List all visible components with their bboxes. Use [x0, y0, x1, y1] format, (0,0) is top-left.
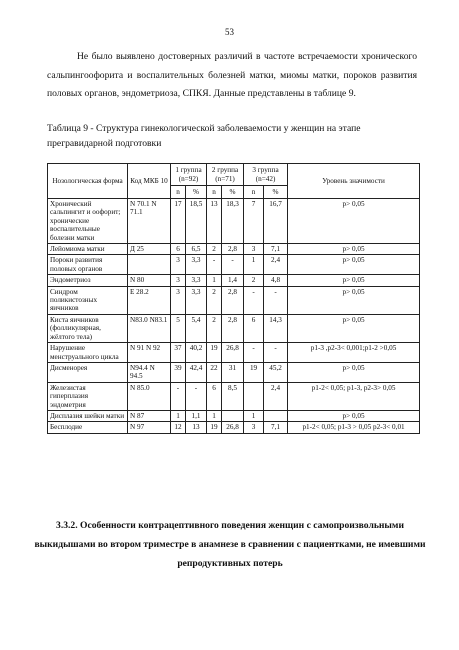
subheader-pct: % — [222, 186, 244, 199]
cell-form: Железистая гиперплазия эндометрия — [48, 382, 128, 410]
cell-n3: - — [244, 343, 264, 363]
cell-form: Киста яичников (фолликулярная, жёлтого тела) — [48, 314, 128, 342]
cell-p3: 14,3 — [264, 314, 288, 342]
section-heading: 3.3.2. Особенности контрацептивного поведения женщин с самопроизвольными выкидышами во втором триместре в анамнезе в сравнении с пациентками, не имевшими репродуктивных потерь — [34, 520, 426, 569]
cell-n3: 1 — [244, 410, 264, 421]
cell-sig: p> 0,05 — [288, 314, 420, 342]
cell-n3: 1 — [244, 255, 264, 275]
cell-p2: 1,4 — [222, 275, 244, 286]
cell-form: Синдром поликистозных яичников — [48, 286, 128, 314]
subheader-n: n — [244, 186, 264, 199]
cell-n3: 7 — [244, 199, 264, 244]
table-caption — [47, 121, 419, 151]
cell-form: Хронический сальпингит и оофорит; хронические воспалительные болезни матки — [48, 199, 128, 244]
cell-n3: - — [244, 286, 264, 314]
cell-sig: p1-3 ,p2-3< 0,001;p1-2 >0,05 — [288, 343, 420, 363]
header-code: Код МКБ 10 — [128, 164, 171, 199]
cell-form: Лейомиома матки — [48, 244, 128, 255]
header-form: Нозологическая форма — [48, 164, 128, 199]
cell-n1: - — [171, 382, 186, 410]
cell-sig: p1-2< 0,05; p1-3 > 0,05 p2-3< 0,01 — [288, 422, 420, 433]
cell-p3: - — [264, 343, 288, 363]
cell-sig: p> 0,05 — [288, 275, 420, 286]
cell-sig: p> 0,05 — [288, 199, 420, 244]
cell-p2: 31 — [222, 362, 244, 382]
cell-p1: 18,5 — [186, 199, 207, 244]
cell-n1: 17 — [171, 199, 186, 244]
cell-p2: 18,3 — [222, 199, 244, 244]
subheader-pct: % — [186, 186, 207, 199]
subheader-n: n — [171, 186, 186, 199]
cell-p3 — [264, 410, 288, 421]
cell-p3: 2,4 — [264, 382, 288, 410]
cell-code — [128, 255, 171, 275]
cell-p3: 7,1 — [264, 244, 288, 255]
cell-form: Пороки развития половых органов — [48, 255, 128, 275]
cell-n2: 2 — [207, 286, 222, 314]
cell-code: E 28.2 — [128, 286, 171, 314]
cell-n2: 19 — [207, 343, 222, 363]
cell-n2: 1 — [207, 410, 222, 421]
cell-n2: 19 — [207, 422, 222, 433]
cell-form: Дисменорея — [48, 362, 128, 382]
cell-code: N 87 — [128, 410, 171, 421]
cell-n3: 6 — [244, 314, 264, 342]
cell-p2: - — [222, 255, 244, 275]
table-caption-line-1: Таблица 9 - Структура гинекологической заболеваемости у женщин на этапе — [47, 123, 361, 134]
subheader-pct: % — [264, 186, 288, 199]
cell-n3: 19 — [244, 362, 264, 382]
cell-p2: 26,8 — [222, 422, 244, 433]
cell-n1: 3 — [171, 255, 186, 275]
cell-p2: 2,8 — [222, 244, 244, 255]
intro-paragraph: Не было выявлено достоверных различий в частоте встречаемости хронического сальпингоофорита и воспалительных болезней матки, миомы матки, пороков развития половых органов, эндометриоза, СПКЯ. Данные представлены в таблице 9. — [47, 51, 417, 99]
cell-n1: 1 — [171, 410, 186, 421]
cell-n1: 5 — [171, 314, 186, 342]
cell-code: N 85.0 — [128, 382, 171, 410]
table-row — [48, 410, 420, 421]
cell-n3: 2 — [244, 275, 264, 286]
cell-form: Эндометриоз — [48, 275, 128, 286]
table-row — [48, 244, 420, 255]
cell-n1: 39 — [171, 362, 186, 382]
cell-form: Дисплазия шейки матки — [48, 410, 128, 421]
cell-code: Д 25 — [128, 244, 171, 255]
table-row — [48, 382, 420, 410]
header-group-1: 1 группа (n=92) — [171, 164, 207, 186]
cell-n3: 3 — [244, 422, 264, 433]
cell-p2: 2,8 — [222, 314, 244, 342]
cell-p1: 1,1 — [186, 410, 207, 421]
cell-n1: 6 — [171, 244, 186, 255]
table-row — [48, 199, 420, 244]
cell-sig: p> 0,05 — [288, 244, 420, 255]
cell-p1: 5,4 — [186, 314, 207, 342]
cell-p1: 13 — [186, 422, 207, 433]
cell-sig: p> 0,05 — [288, 286, 420, 314]
cell-p3: - — [264, 286, 288, 314]
cell-p3: 45,2 — [264, 362, 288, 382]
cell-n2: 2 — [207, 244, 222, 255]
cell-code: N 80 — [128, 275, 171, 286]
cell-p1: 42,4 — [186, 362, 207, 382]
cell-p2: 8,5 — [222, 382, 244, 410]
cell-code: N94.4 N 94.5 — [128, 362, 171, 382]
table-row — [48, 362, 420, 382]
cell-n3 — [244, 382, 264, 410]
table-row — [48, 343, 420, 363]
cell-p1: 40,2 — [186, 343, 207, 363]
table-caption-line-2: прегравидарной подготовки — [47, 138, 162, 149]
cell-n2: 1 — [207, 275, 222, 286]
cell-p3: 4,8 — [264, 275, 288, 286]
cell-n3: 3 — [244, 244, 264, 255]
cell-p1: 3,3 — [186, 286, 207, 314]
cell-n1: 37 — [171, 343, 186, 363]
table-body — [48, 199, 420, 434]
cell-n1: 3 — [171, 275, 186, 286]
subheader-n: n — [207, 186, 222, 199]
header-group-2: 2 группа (n=71) — [207, 164, 244, 186]
table-row — [48, 255, 420, 275]
cell-n1: 3 — [171, 286, 186, 314]
cell-n1: 12 — [171, 422, 186, 433]
cell-p2 — [222, 410, 244, 421]
cell-p1: 3,3 — [186, 275, 207, 286]
cell-p1: 3,3 — [186, 255, 207, 275]
cell-code: N 70.1 N 71.1 — [128, 199, 171, 244]
cell-form: Бесплодие — [48, 422, 128, 433]
cell-code: N 91 N 92 — [128, 343, 171, 363]
cell-sig: p> 0,05 — [288, 255, 420, 275]
cell-form: Нарушение менструального цикла — [48, 343, 128, 363]
cell-p3: 7,1 — [264, 422, 288, 433]
cell-n2: 22 — [207, 362, 222, 382]
cell-sig: p> 0,05 — [288, 362, 420, 382]
cell-n2: 2 — [207, 314, 222, 342]
cell-n2: - — [207, 255, 222, 275]
cell-p1: - — [186, 382, 207, 410]
table-row — [48, 286, 420, 314]
cell-p3: 2,4 — [264, 255, 288, 275]
cell-code: N 97 — [128, 422, 171, 433]
table-row — [48, 314, 420, 342]
cell-p3: 16,7 — [264, 199, 288, 244]
page-number: 53 — [225, 27, 234, 37]
header-significance: Уровень значимости — [288, 164, 420, 199]
cell-sig: p> 0,05 — [288, 410, 420, 421]
table-row — [48, 275, 420, 286]
cell-n2: 13 — [207, 199, 222, 244]
table-row — [48, 422, 420, 433]
cell-n2: 6 — [207, 382, 222, 410]
morbidity-table — [47, 163, 420, 434]
cell-code: N83.0 N83.1 — [128, 314, 171, 342]
table-header-row — [48, 164, 420, 186]
cell-p2: 26,8 — [222, 343, 244, 363]
cell-sig: p1-2< 0,05; p1-3, p2-3> 0,05 — [288, 382, 420, 410]
cell-p1: 6,5 — [186, 244, 207, 255]
cell-p2: 2,8 — [222, 286, 244, 314]
header-group-3: 3 группа (n=42) — [244, 164, 288, 186]
